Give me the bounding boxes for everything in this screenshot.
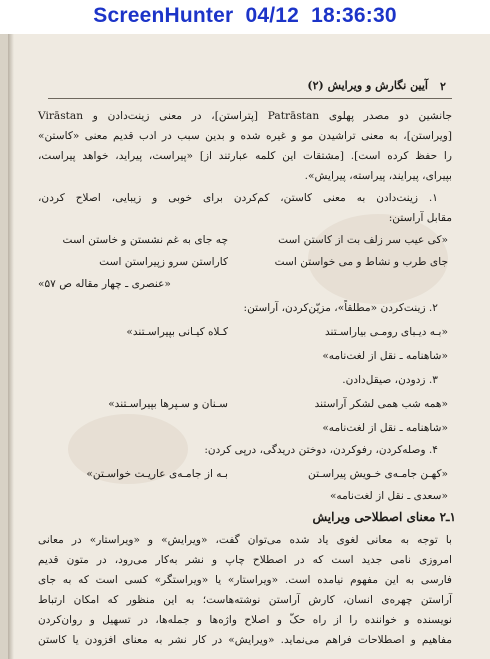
screenhunter-banner — [0, 0, 490, 34]
verse-source: «شاهنامه ـ نقل از لغت‌نامه» — [322, 350, 448, 362]
paragraph-line: با توجه به معانی لغوی یاد شده می‌توان گفت، «ویرایش» و «ویراستار» در معانی — [38, 534, 452, 546]
paragraph-line: فارسی به این مفهوم نیامده است. «ویراستار» یا «ویراستگر» کسی است که به جای — [38, 574, 452, 586]
running-title: آیین نگارش و ویرایش (۲) — [307, 79, 428, 92]
paragraph-line: نویسنده و خواننده را از راه حکّ و اصلاح واژه‌ها و جمله‌ها، در تسهیل و روان‌کردن — [38, 614, 452, 626]
verse-hemistich: «کی عیب سر زلف بت از کاستن است — [278, 234, 448, 246]
paragraph-line: [ویراستن]، به معنی تراشیدن مو و غیره شده و بدین سبب در ادب قدیم معنی «کاستن» — [38, 130, 452, 142]
list-item: مقابل آراستن: — [388, 212, 452, 224]
verse-source: «شاهنامه ـ نقل از لغت‌نامه» — [322, 422, 448, 434]
verse-source: «عنصری ـ چهار مقاله ص ۵۷» — [38, 278, 171, 290]
verse-hemistich: جای طرب و نشاط و می خواستن است — [274, 256, 448, 268]
screenhunter-timestamp: ScreenHunter 04/12 18:36:30 — [93, 4, 397, 27]
list-item: ۴. وصله‌کردن، رفوکردن، دوختن دریدگی، درپی کردن: — [204, 444, 438, 456]
paragraph-line: بپیرای، پیرایند، پیراسته، پیرایش». — [304, 170, 452, 182]
list-item: ۳. زدودن، صیقل‌دادن. — [342, 374, 438, 386]
book-page — [8, 34, 490, 659]
paragraph-line: امروزی نامی جدید است که در اصطلاح چاپ و نشر به‌کار می‌رود، در متون قدیم — [38, 554, 452, 566]
verse-hemistich: بـه از جامـه‌ی عاریـت خواسـتن» — [86, 468, 228, 480]
verse-hemistich: «بـه دیـبای رومـی بیاراسـتند — [324, 326, 448, 338]
paragraph-line: آراستن چهره‌ی انسان، کارش آراستن نوشته‌هاست؛ به این منظور که امکان ارتباط — [38, 594, 452, 606]
section-heading: ۱ـ۲ معنای اصطلاحی ویرایش — [312, 510, 456, 524]
verse-hemistich: کاراستن سرو زپیراستن است — [99, 256, 228, 268]
verse-hemistich: چه جای به غم نشستن و خاستن است — [62, 234, 228, 246]
verse-hemistich: «همه شب همی لشکر آراستند — [314, 398, 448, 410]
list-item: ۲. زینت‌کردن «مطلقاً»، مزیّن‌کردن، آراستن: — [243, 302, 438, 314]
paragraph-line: مفاهیم و اصطلاحات فراهم می‌نماید. «ویرایش» در کار نشر به معنای افزودن یا کاستن — [38, 634, 452, 646]
list-item: ۱. زینت‌دادن به معنی کاستن، کم‌کردن برای خوبی و زیبایی، اصلاح کردن، — [38, 192, 438, 204]
paragraph-line: را حفظ کرده است]. [مشتقات این کلمه عبارتند از] «پیراست، پیراید، خواهد پیراست، — [38, 150, 452, 162]
paragraph-line: جانشین دو مصدر پهلوی Patrāstan [پتراستن]، در معنی زینت‌دادن و Virāstan — [38, 110, 452, 122]
verse-source: «سعدی ـ نقل از لغت‌نامه» — [329, 490, 448, 502]
header-rule — [48, 98, 452, 99]
verse-hemistich: کـلاه کیـانی بپیراسـتند» — [126, 326, 228, 338]
verse-hemistich: «کهـن جامـه‌ی خـویش پیراسـتن — [308, 468, 448, 480]
verse-hemistich: سـنان و سـپرها بپیراسـتند» — [108, 398, 228, 410]
page-number: ۲ — [440, 80, 446, 93]
